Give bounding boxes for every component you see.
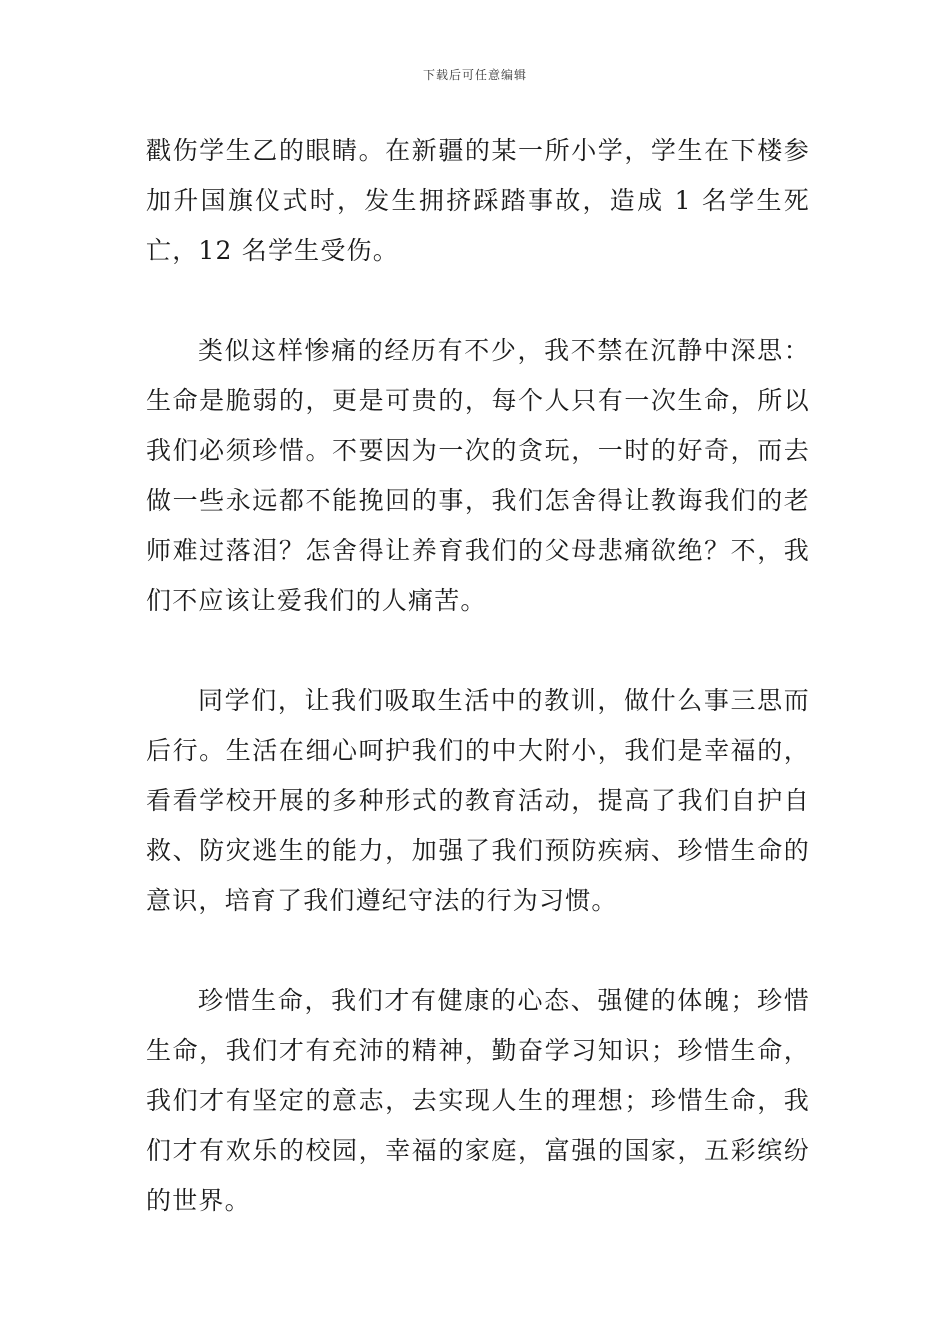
paragraph-2: 类似这样惨痛的经历有不少，我不禁在沉静中深思：生命是脆弱的，更是可贵的，每个人只有一次生命，所以我们必须珍惜。不要因为一次的贪玩，一时的好奇，而去做一些永远都不能挽回的事，我们怎舍得让教诲我们的老师难过落泪？怎舍得让养育我们的父母悲痛欲绝？不，我们不应该让爱我们的人痛苦。 (146, 336, 810, 615)
document-body (146, 126, 810, 1226)
paragraph-3: 同学们，让我们吸取生活中的教训，做什么事三思而后行。生活在细心呵护我们的中大附小，我们是幸福的，看看学校开展的多种形式的教育活动，提高了我们自护自救、防灾逃生的能力，加强了我们预防疾病、珍惜生命的意识，培育了我们遵纪守法的行为习惯。 (146, 686, 810, 915)
header-note: 下载后可任意编辑 (422, 68, 527, 82)
paragraph-1: 戳伤学生乙的眼睛。在新疆的某一所小学，学生在下楼参加升国旗仪式时，发生拥挤踩踏事故，造成 1 名学生死亡，12 名学生受伤。 (146, 136, 810, 265)
paragraph-4: 珍惜生命，我们才有健康的心态、强健的体魄；珍惜生命，我们才有充沛的精神，勤奋学习知识；珍惜生命，我们才有坚定的意志，去实现人生的理想；珍惜生命，我们才有欢乐的校园，幸福的家庭，富强的国家，五彩缤纷的世界。 (146, 986, 810, 1215)
